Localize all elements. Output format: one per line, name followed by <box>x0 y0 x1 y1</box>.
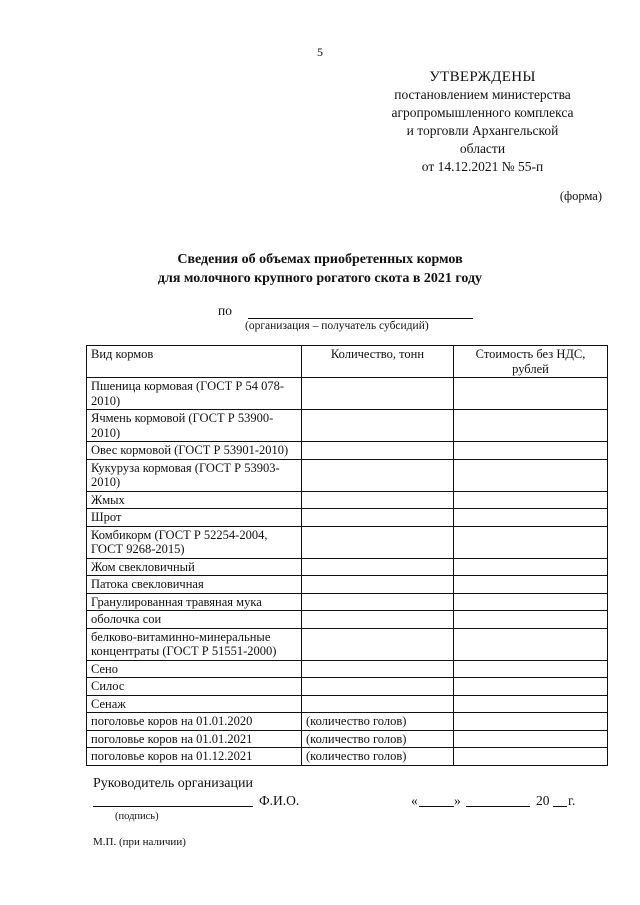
date-year-prefix: 20 <box>536 793 550 808</box>
approval-line: постановлением министерства <box>394 87 571 102</box>
table-row <box>87 593 608 611</box>
date-month-field[interactable] <box>466 806 530 807</box>
table-row <box>87 678 608 696</box>
empty-cell <box>454 748 608 766</box>
signature-field[interactable] <box>93 806 253 807</box>
cost-cell[interactable] <box>454 558 608 576</box>
feed-name: Сенаж <box>87 695 302 713</box>
signature-caption: (подпись) <box>115 811 159 822</box>
cost-cell[interactable] <box>454 611 608 629</box>
date-close-quote: » <box>454 793 461 808</box>
col-header-quantity: Количество, тонн <box>302 346 454 378</box>
table-row <box>87 526 608 558</box>
livestock-value[interactable]: (количество голов) <box>302 748 454 766</box>
approval-line: агропромышленного комплекса <box>391 105 574 120</box>
cost-cell[interactable] <box>454 628 608 660</box>
cost-cell[interactable] <box>454 593 608 611</box>
cost-cell[interactable] <box>454 678 608 696</box>
table-row <box>87 558 608 576</box>
feed-name: оболочка сои <box>87 611 302 629</box>
page-number: 5 <box>317 45 323 59</box>
date-open-quote: « <box>411 793 418 808</box>
livestock-value[interactable]: (количество голов) <box>302 730 454 748</box>
quantity-cell[interactable] <box>302 442 454 460</box>
quantity-cell[interactable] <box>302 628 454 660</box>
table-header-row <box>87 346 608 378</box>
table-row <box>87 660 608 678</box>
feed-name: Силос <box>87 678 302 696</box>
quantity-cell[interactable] <box>302 410 454 442</box>
quantity-cell[interactable] <box>302 558 454 576</box>
document-title <box>0 250 640 288</box>
livestock-label: поголовье коров на 01.01.2021 <box>87 730 302 748</box>
livestock-row <box>87 730 608 748</box>
date-year-suffix: г. <box>568 793 576 808</box>
cost-cell[interactable] <box>454 491 608 509</box>
empty-cell <box>454 713 608 731</box>
feed-name: Овес кормовой (ГОСТ Р 53901-2010) <box>87 442 302 460</box>
feed-name: Гранулированная травяная мука <box>87 593 302 611</box>
approval-line: и торговли Архангельской <box>406 123 559 138</box>
feed-name: Кукуруза кормовая (ГОСТ Р 53903-2010) <box>87 459 302 491</box>
quantity-cell[interactable] <box>302 459 454 491</box>
feed-name: белково-витаминно-минеральные концентраты (ГОСТ Р 51551-2000) <box>87 628 302 660</box>
cost-cell[interactable] <box>454 576 608 594</box>
table-row <box>87 628 608 660</box>
quantity-cell[interactable] <box>302 611 454 629</box>
livestock-label: поголовье коров на 01.12.2021 <box>87 748 302 766</box>
approval-heading: УТВЕРЖДЕНЫ <box>429 69 536 85</box>
cost-cell[interactable] <box>454 410 608 442</box>
date-day-field[interactable] <box>419 806 454 807</box>
empty-cell <box>454 730 608 748</box>
feed-name: Пшеница кормовая (ГОСТ Р 54 078-2010) <box>87 378 302 410</box>
approval-block <box>355 68 610 176</box>
form-label: (форма) <box>559 189 602 203</box>
cost-cell[interactable] <box>454 378 608 410</box>
feed-name: Шрот <box>87 509 302 527</box>
table-row <box>87 378 608 410</box>
title-line-1: Сведения об объемах приобретенных кормов <box>177 252 463 267</box>
table-row <box>87 491 608 509</box>
livestock-value[interactable]: (количество голов) <box>302 713 454 731</box>
approval-line: от 14.12.2021 № 55-п <box>421 159 544 174</box>
title-line-2: для молочного крупного рогатого скота в 2021 году <box>157 271 483 286</box>
table-row <box>87 410 608 442</box>
organization-caption: (организация – получатель субсидий) <box>245 320 429 332</box>
feed-name: Жом свекловичный <box>87 558 302 576</box>
cost-cell[interactable] <box>454 442 608 460</box>
quantity-cell[interactable] <box>302 491 454 509</box>
quantity-cell[interactable] <box>302 509 454 527</box>
livestock-row <box>87 748 608 766</box>
table-row <box>87 509 608 527</box>
feed-name: Ячмень кормовой (ГОСТ Р 53900-2010) <box>87 410 302 442</box>
date-year-field[interactable] <box>553 806 567 807</box>
organization-field[interactable] <box>248 318 473 319</box>
feed-name: Жмых <box>87 491 302 509</box>
cost-cell[interactable] <box>454 526 608 558</box>
quantity-cell[interactable] <box>302 378 454 410</box>
quantity-cell[interactable] <box>302 593 454 611</box>
approval-line: области <box>459 141 506 156</box>
cost-cell[interactable] <box>454 459 608 491</box>
table-row <box>87 611 608 629</box>
table-row <box>87 695 608 713</box>
table-row <box>87 442 608 460</box>
table-row <box>87 576 608 594</box>
cost-cell[interactable] <box>454 509 608 527</box>
col-header-feed-type: Вид кормов <box>87 346 302 378</box>
feed-name: Сено <box>87 660 302 678</box>
livestock-label: поголовье коров на 01.01.2020 <box>87 713 302 731</box>
cost-cell[interactable] <box>454 660 608 678</box>
quantity-cell[interactable] <box>302 695 454 713</box>
quantity-cell[interactable] <box>302 678 454 696</box>
quantity-cell[interactable] <box>302 660 454 678</box>
livestock-row <box>87 713 608 731</box>
cost-cell[interactable] <box>454 695 608 713</box>
signature-head: Руководитель организации <box>93 776 253 791</box>
col-header-cost: Стоимость без НДС, рублей <box>454 346 608 378</box>
feed-name: Комбикорм (ГОСТ Р 52254-2004, ГОСТ 9268-2015) <box>87 526 302 558</box>
quantity-cell[interactable] <box>302 526 454 558</box>
stamp-label: М.П. (при наличии) <box>93 836 186 848</box>
organization-prefix: по <box>218 303 232 318</box>
feed-table <box>86 345 608 766</box>
quantity-cell[interactable] <box>302 576 454 594</box>
fio-label: Ф.И.О. <box>259 793 300 808</box>
feed-name: Патока свекловичная <box>87 576 302 594</box>
table-row <box>87 459 608 491</box>
